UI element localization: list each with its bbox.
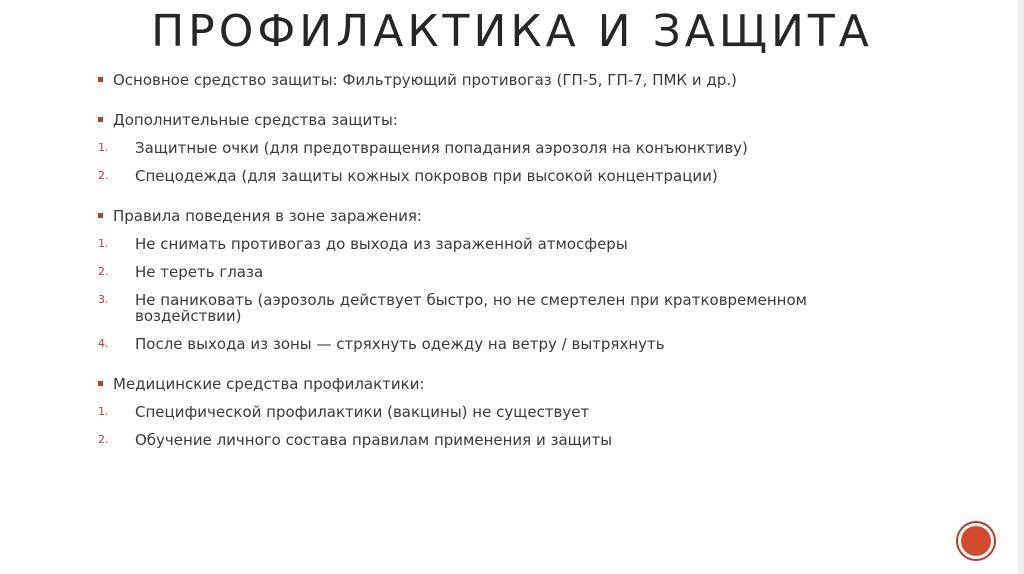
square-bullet-icon <box>98 77 103 82</box>
list-item-text: После выхода из зоны — стряхнуть одежду на ветру / вытряхнуть <box>135 335 665 353</box>
section-heading <box>98 208 888 224</box>
section-behavior-rules <box>98 208 888 352</box>
list-number: 2. <box>98 169 109 182</box>
list-number: 1. <box>98 237 109 250</box>
list-item-text: Защитные очки (для предотвращения попадания аэрозоля на конъюнктиву) <box>135 139 748 157</box>
slide-title: ПРОФИЛАКТИКА И ЗАЩИТА <box>151 6 873 57</box>
list-number: 3. <box>98 293 109 306</box>
list-item <box>98 404 888 420</box>
slide-content <box>98 72 888 460</box>
section-heading-text: Правила поведения в зоне заражения: <box>113 207 422 225</box>
list-item <box>98 264 888 280</box>
list-number: 2. <box>98 433 109 446</box>
square-bullet-icon <box>98 381 103 386</box>
list-item-text: Спецодежда (для защиты кожных покровов при высокой концентрации) <box>135 167 718 185</box>
square-bullet-icon <box>98 117 103 122</box>
section-heading-text: Медицинские средства профилактики: <box>113 375 425 393</box>
section-heading <box>98 376 888 392</box>
section-heading <box>98 112 888 128</box>
section-medical-prevention <box>98 376 888 448</box>
list-item-text: Специфической профилактики (вакцины) не существует <box>135 403 590 421</box>
section-heading <box>98 72 888 88</box>
list-item-text: Не снимать противогаз до выхода из зараженной атмосферы <box>135 235 628 253</box>
section-heading-text: Основное средство защиты: Фильтрующий противогаз (ГП-5, ГП-7, ПМК и др.) <box>113 71 737 89</box>
list-number: 1. <box>98 141 109 154</box>
list-item-text: Не паниковать (аэрозоль действует быстро, но не смертелен при кратковременном воздействии) <box>135 291 807 325</box>
square-bullet-icon <box>98 213 103 218</box>
list-item <box>98 140 888 156</box>
circle-fill <box>961 526 991 556</box>
slide-number-circle-icon <box>956 521 996 561</box>
list-item-text: Не тереть глаза <box>135 263 264 281</box>
list-item <box>98 336 888 352</box>
list-item <box>98 292 888 324</box>
scrollbar[interactable] <box>1018 0 1024 574</box>
list-number: 2. <box>98 265 109 278</box>
section-additional-protection <box>98 112 888 184</box>
list-item-text: Обучение личного состава правилам применения и защиты <box>135 431 613 449</box>
section-main-protection <box>98 72 888 88</box>
section-heading-text: Дополнительные средства защиты: <box>113 111 398 129</box>
list-number: 4. <box>98 337 109 350</box>
list-item <box>98 168 888 184</box>
list-number: 1. <box>98 405 109 418</box>
list-item <box>98 236 888 252</box>
list-item <box>98 432 888 448</box>
